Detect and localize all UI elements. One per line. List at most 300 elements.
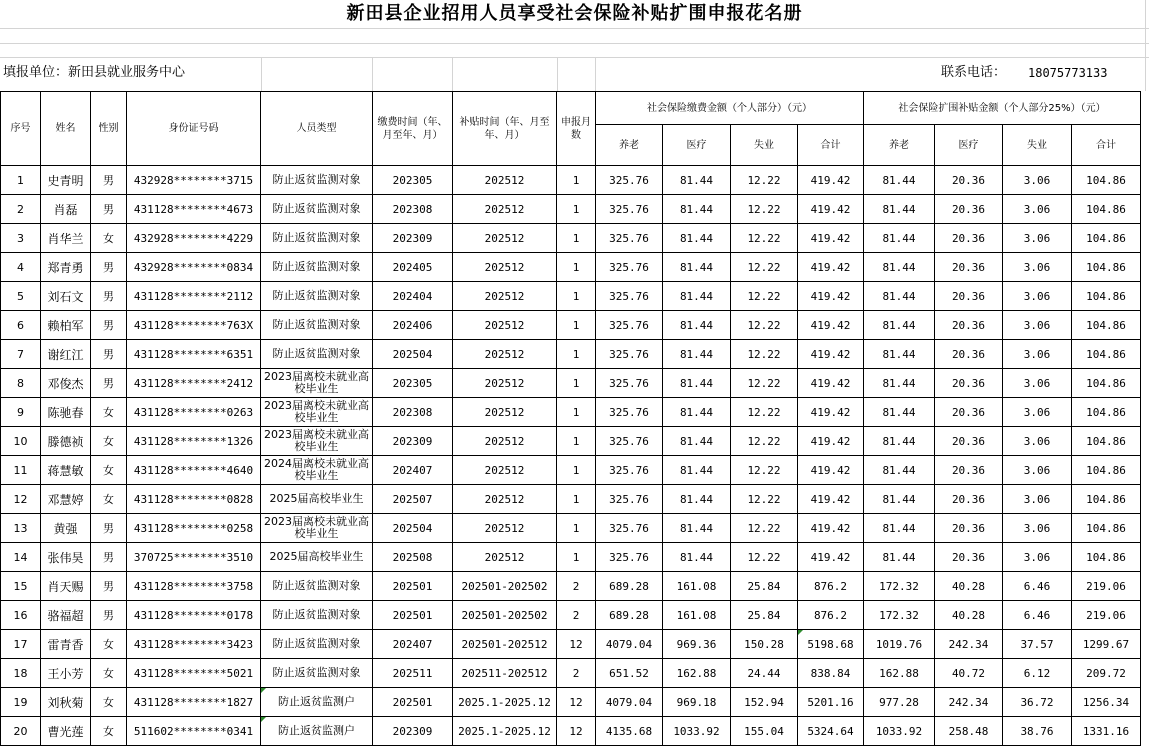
cell-gender[interactable]: 女: [91, 630, 127, 659]
cell-subsidy-unemployment[interactable]: 3.06: [1003, 253, 1072, 282]
cell-contrib-pension[interactable]: 4135.68: [596, 717, 663, 746]
cell-months[interactable]: 1: [557, 485, 596, 514]
cell-subsidy-total[interactable]: 1331.16: [1072, 717, 1141, 746]
cell-subsidy-medical[interactable]: 40.72: [935, 659, 1003, 688]
cell-contrib-pension[interactable]: 689.28: [596, 572, 663, 601]
cell-subsidy-period[interactable]: 202512: [453, 369, 557, 398]
cell-person-type[interactable]: 防止返贫监测户: [261, 717, 373, 746]
cell-months[interactable]: 1: [557, 514, 596, 543]
cell-months[interactable]: 1: [557, 427, 596, 456]
cell-person-type[interactable]: 防止返贫监测对象: [261, 630, 373, 659]
cell-subsidy-unemployment[interactable]: 3.06: [1003, 224, 1072, 253]
cell-months[interactable]: 1: [557, 340, 596, 369]
cell-payment-period[interactable]: 202407: [373, 630, 453, 659]
cell-subsidy-medical[interactable]: 20.36: [935, 195, 1003, 224]
cell-subsidy-total[interactable]: 104.86: [1072, 166, 1141, 195]
cell-contrib-pension[interactable]: 325.76: [596, 398, 663, 427]
cell-months[interactable]: 2: [557, 659, 596, 688]
cell-contrib-pension[interactable]: 325.76: [596, 311, 663, 340]
cell-name[interactable]: 邓俊杰: [41, 369, 91, 398]
cell-contrib-pension[interactable]: 325.76: [596, 224, 663, 253]
cell-name[interactable]: 滕德祯: [41, 427, 91, 456]
cell-payment-period[interactable]: 202309: [373, 224, 453, 253]
cell-subsidy-medical[interactable]: 20.36: [935, 369, 1003, 398]
cell-person-type[interactable]: 防止返贫监测对象: [261, 224, 373, 253]
cell-contrib-medical[interactable]: 161.08: [663, 572, 731, 601]
cell-subsidy-unemployment[interactable]: 3.06: [1003, 282, 1072, 311]
cell-id-number[interactable]: 431128********2412: [127, 369, 261, 398]
cell-person-type[interactable]: 2025届高校毕业生: [261, 485, 373, 514]
cell-months[interactable]: 1: [557, 166, 596, 195]
cell-id-number[interactable]: 370725********3510: [127, 543, 261, 572]
cell-payment-period[interactable]: 202407: [373, 456, 453, 485]
cell-name[interactable]: 肖华兰: [41, 224, 91, 253]
cell-subsidy-medical[interactable]: 20.36: [935, 427, 1003, 456]
cell-contrib-pension[interactable]: 325.76: [596, 427, 663, 456]
cell-contrib-unemployment[interactable]: 12.22: [731, 340, 798, 369]
cell-subsidy-medical[interactable]: 20.36: [935, 543, 1003, 572]
cell-months[interactable]: 1: [557, 456, 596, 485]
cell-payment-period[interactable]: 202511: [373, 659, 453, 688]
cell-months[interactable]: 1: [557, 224, 596, 253]
cell-gender[interactable]: 男: [91, 514, 127, 543]
cell-contrib-unemployment[interactable]: 12.22: [731, 195, 798, 224]
cell-gender[interactable]: 女: [91, 485, 127, 514]
cell-subsidy-pension[interactable]: 977.28: [864, 688, 935, 717]
cell-contrib-medical[interactable]: 81.44: [663, 456, 731, 485]
cell-payment-period[interactable]: 202501: [373, 601, 453, 630]
cell-name[interactable]: 刘秋菊: [41, 688, 91, 717]
cell-gender[interactable]: 女: [91, 688, 127, 717]
cell-contrib-pension[interactable]: 651.52: [596, 659, 663, 688]
cell-id-number[interactable]: 432928********0834: [127, 253, 261, 282]
cell-subsidy-medical[interactable]: 40.28: [935, 601, 1003, 630]
cell-id-number[interactable]: 431128********1326: [127, 427, 261, 456]
cell-person-type[interactable]: 防止返贫监测户: [261, 688, 373, 717]
cell-contrib-total[interactable]: 876.2: [798, 572, 864, 601]
cell-seq[interactable]: 6: [1, 311, 41, 340]
cell-subsidy-pension[interactable]: 81.44: [864, 340, 935, 369]
cell-subsidy-total[interactable]: 1299.67: [1072, 630, 1141, 659]
cell-subsidy-total[interactable]: 104.86: [1072, 485, 1141, 514]
cell-subsidy-pension[interactable]: 81.44: [864, 195, 935, 224]
cell-contrib-medical[interactable]: 81.44: [663, 369, 731, 398]
cell-payment-period[interactable]: 202504: [373, 340, 453, 369]
cell-subsidy-medical[interactable]: 20.36: [935, 340, 1003, 369]
cell-gender[interactable]: 男: [91, 340, 127, 369]
cell-subsidy-unemployment[interactable]: 37.57: [1003, 630, 1072, 659]
cell-contrib-unemployment[interactable]: 24.44: [731, 659, 798, 688]
cell-contrib-unemployment[interactable]: 25.84: [731, 572, 798, 601]
cell-contrib-total[interactable]: 5324.64: [798, 717, 864, 746]
cell-id-number[interactable]: 431128********5021: [127, 659, 261, 688]
cell-subsidy-pension[interactable]: 81.44: [864, 224, 935, 253]
cell-subsidy-unemployment[interactable]: 6.12: [1003, 659, 1072, 688]
cell-contrib-unemployment[interactable]: 12.22: [731, 311, 798, 340]
cell-payment-period[interactable]: 202309: [373, 717, 453, 746]
cell-months[interactable]: 12: [557, 688, 596, 717]
cell-contrib-total[interactable]: 419.42: [798, 282, 864, 311]
cell-months[interactable]: 1: [557, 398, 596, 427]
cell-seq[interactable]: 18: [1, 659, 41, 688]
cell-subsidy-period[interactable]: 202501-202502: [453, 601, 557, 630]
cell-gender[interactable]: 男: [91, 601, 127, 630]
cell-id-number[interactable]: 431128********3758: [127, 572, 261, 601]
cell-name[interactable]: 肖天赐: [41, 572, 91, 601]
cell-id-number[interactable]: 511602********0341: [127, 717, 261, 746]
cell-seq[interactable]: 20: [1, 717, 41, 746]
cell-gender[interactable]: 男: [91, 369, 127, 398]
cell-contrib-pension[interactable]: 325.76: [596, 485, 663, 514]
cell-subsidy-period[interactable]: 202512: [453, 514, 557, 543]
cell-subsidy-pension[interactable]: 172.32: [864, 601, 935, 630]
cell-person-type[interactable]: 2024届离校未就业高校毕业生: [261, 456, 373, 485]
cell-person-type[interactable]: 2023届离校未就业高校毕业生: [261, 427, 373, 456]
cell-months[interactable]: 2: [557, 601, 596, 630]
cell-name[interactable]: 史青明: [41, 166, 91, 195]
cell-id-number[interactable]: 431128********0828: [127, 485, 261, 514]
cell-contrib-pension[interactable]: 325.76: [596, 369, 663, 398]
cell-gender[interactable]: 男: [91, 543, 127, 572]
cell-contrib-pension[interactable]: 689.28: [596, 601, 663, 630]
cell-subsidy-unemployment[interactable]: 6.46: [1003, 601, 1072, 630]
cell-gender[interactable]: 男: [91, 311, 127, 340]
cell-subsidy-unemployment[interactable]: 3.06: [1003, 369, 1072, 398]
cell-subsidy-total[interactable]: 219.06: [1072, 601, 1141, 630]
cell-contrib-medical[interactable]: 1033.92: [663, 717, 731, 746]
cell-contrib-total[interactable]: 419.42: [798, 369, 864, 398]
cell-payment-period[interactable]: 202501: [373, 572, 453, 601]
cell-subsidy-total[interactable]: 209.72: [1072, 659, 1141, 688]
cell-payment-period[interactable]: 202308: [373, 195, 453, 224]
cell-subsidy-medical[interactable]: 242.34: [935, 688, 1003, 717]
cell-gender[interactable]: 女: [91, 224, 127, 253]
cell-subsidy-total[interactable]: 104.86: [1072, 253, 1141, 282]
cell-subsidy-medical[interactable]: 20.36: [935, 166, 1003, 195]
cell-contrib-medical[interactable]: 81.44: [663, 311, 731, 340]
cell-contrib-pension[interactable]: 325.76: [596, 514, 663, 543]
cell-payment-period[interactable]: 202508: [373, 543, 453, 572]
cell-subsidy-period[interactable]: 202512: [453, 398, 557, 427]
cell-payment-period[interactable]: 202404: [373, 282, 453, 311]
cell-months[interactable]: 1: [557, 369, 596, 398]
cell-subsidy-pension[interactable]: 81.44: [864, 427, 935, 456]
cell-subsidy-total[interactable]: 104.86: [1072, 514, 1141, 543]
cell-contrib-unemployment[interactable]: 12.22: [731, 514, 798, 543]
cell-contrib-medical[interactable]: 81.44: [663, 224, 731, 253]
cell-contrib-total[interactable]: 419.42: [798, 195, 864, 224]
cell-subsidy-unemployment[interactable]: 38.76: [1003, 717, 1072, 746]
cell-payment-period[interactable]: 202305: [373, 166, 453, 195]
cell-seq[interactable]: 15: [1, 572, 41, 601]
cell-person-type[interactable]: 2023届离校未就业高校毕业生: [261, 514, 373, 543]
cell-gender[interactable]: 男: [91, 166, 127, 195]
cell-id-number[interactable]: 432928********3715: [127, 166, 261, 195]
cell-contrib-unemployment[interactable]: 12.22: [731, 253, 798, 282]
cell-subsidy-pension[interactable]: 81.44: [864, 253, 935, 282]
cell-contrib-total[interactable]: 419.42: [798, 224, 864, 253]
cell-seq[interactable]: 17: [1, 630, 41, 659]
cell-name[interactable]: 刘石文: [41, 282, 91, 311]
cell-contrib-pension[interactable]: 4079.04: [596, 630, 663, 659]
cell-name[interactable]: 骆福超: [41, 601, 91, 630]
cell-contrib-pension[interactable]: 325.76: [596, 195, 663, 224]
cell-subsidy-period[interactable]: 2025.1-2025.12: [453, 717, 557, 746]
cell-subsidy-period[interactable]: 202511-202512: [453, 659, 557, 688]
cell-id-number[interactable]: 431128********0258: [127, 514, 261, 543]
cell-contrib-unemployment[interactable]: 12.22: [731, 485, 798, 514]
cell-subsidy-period[interactable]: 202512: [453, 485, 557, 514]
cell-seq[interactable]: 5: [1, 282, 41, 311]
cell-subsidy-pension[interactable]: 1019.76: [864, 630, 935, 659]
cell-person-type[interactable]: 2023届离校未就业高校毕业生: [261, 369, 373, 398]
cell-months[interactable]: 1: [557, 543, 596, 572]
cell-subsidy-pension[interactable]: 1033.92: [864, 717, 935, 746]
cell-subsidy-medical[interactable]: 20.36: [935, 224, 1003, 253]
cell-id-number[interactable]: 431128********2112: [127, 282, 261, 311]
cell-gender[interactable]: 女: [91, 398, 127, 427]
cell-subsidy-medical[interactable]: 20.36: [935, 456, 1003, 485]
cell-contrib-total[interactable]: 838.84: [798, 659, 864, 688]
cell-gender[interactable]: 女: [91, 717, 127, 746]
cell-id-number[interactable]: 431128********0178: [127, 601, 261, 630]
cell-contrib-medical[interactable]: 81.44: [663, 543, 731, 572]
cell-subsidy-period[interactable]: 202512: [453, 224, 557, 253]
cell-subsidy-unemployment[interactable]: 3.06: [1003, 311, 1072, 340]
cell-subsidy-pension[interactable]: 162.88: [864, 659, 935, 688]
cell-subsidy-medical[interactable]: 20.36: [935, 514, 1003, 543]
cell-subsidy-total[interactable]: 104.86: [1072, 282, 1141, 311]
cell-subsidy-period[interactable]: 202512: [453, 282, 557, 311]
cell-payment-period[interactable]: 202507: [373, 485, 453, 514]
cell-subsidy-total[interactable]: 219.06: [1072, 572, 1141, 601]
cell-gender[interactable]: 女: [91, 659, 127, 688]
cell-subsidy-pension[interactable]: 81.44: [864, 514, 935, 543]
cell-name[interactable]: 邓慧婷: [41, 485, 91, 514]
cell-id-number[interactable]: 432928********4229: [127, 224, 261, 253]
cell-subsidy-unemployment[interactable]: 6.46: [1003, 572, 1072, 601]
cell-subsidy-total[interactable]: 104.86: [1072, 456, 1141, 485]
cell-contrib-medical[interactable]: 81.44: [663, 485, 731, 514]
cell-contrib-unemployment[interactable]: 155.04: [731, 717, 798, 746]
cell-contrib-medical[interactable]: 81.44: [663, 253, 731, 282]
cell-seq[interactable]: 10: [1, 427, 41, 456]
cell-months[interactable]: 12: [557, 630, 596, 659]
cell-subsidy-medical[interactable]: 20.36: [935, 485, 1003, 514]
cell-name[interactable]: 曹光莲: [41, 717, 91, 746]
cell-subsidy-unemployment[interactable]: 3.06: [1003, 514, 1072, 543]
cell-payment-period[interactable]: 202309: [373, 427, 453, 456]
cell-id-number[interactable]: 431128********763X: [127, 311, 261, 340]
cell-subsidy-pension[interactable]: 81.44: [864, 456, 935, 485]
cell-contrib-unemployment[interactable]: 12.22: [731, 224, 798, 253]
cell-name[interactable]: 张伟昊: [41, 543, 91, 572]
cell-subsidy-unemployment[interactable]: 3.06: [1003, 427, 1072, 456]
cell-contrib-pension[interactable]: 325.76: [596, 456, 663, 485]
cell-subsidy-unemployment[interactable]: 3.06: [1003, 340, 1072, 369]
cell-contrib-pension[interactable]: 325.76: [596, 282, 663, 311]
cell-months[interactable]: 1: [557, 311, 596, 340]
cell-subsidy-period[interactable]: 202501-202512: [453, 630, 557, 659]
cell-contrib-pension[interactable]: 325.76: [596, 166, 663, 195]
cell-seq[interactable]: 11: [1, 456, 41, 485]
cell-subsidy-total[interactable]: 104.86: [1072, 224, 1141, 253]
cell-contrib-pension[interactable]: 325.76: [596, 543, 663, 572]
cell-name[interactable]: 肖磊: [41, 195, 91, 224]
cell-contrib-pension[interactable]: 4079.04: [596, 688, 663, 717]
cell-subsidy-unemployment[interactable]: 3.06: [1003, 195, 1072, 224]
cell-id-number[interactable]: 431128********6351: [127, 340, 261, 369]
cell-person-type[interactable]: 2023届离校未就业高校毕业生: [261, 398, 373, 427]
cell-payment-period[interactable]: 202501: [373, 688, 453, 717]
cell-subsidy-total[interactable]: 104.86: [1072, 543, 1141, 572]
cell-id-number[interactable]: 431128********0263: [127, 398, 261, 427]
cell-person-type[interactable]: 防止返贫监测对象: [261, 601, 373, 630]
cell-contrib-medical[interactable]: 81.44: [663, 195, 731, 224]
cell-seq[interactable]: 4: [1, 253, 41, 282]
cell-subsidy-period[interactable]: 202512: [453, 456, 557, 485]
cell-contrib-total[interactable]: 419.42: [798, 514, 864, 543]
cell-seq[interactable]: 19: [1, 688, 41, 717]
cell-subsidy-period[interactable]: 202512: [453, 195, 557, 224]
cell-subsidy-period[interactable]: 202512: [453, 340, 557, 369]
cell-contrib-pension[interactable]: 325.76: [596, 253, 663, 282]
cell-seq[interactable]: 3: [1, 224, 41, 253]
cell-subsidy-total[interactable]: 104.86: [1072, 427, 1141, 456]
cell-contrib-total[interactable]: 419.42: [798, 253, 864, 282]
cell-payment-period[interactable]: 202406: [373, 311, 453, 340]
cell-id-number[interactable]: 431128********4673: [127, 195, 261, 224]
cell-payment-period[interactable]: 202504: [373, 514, 453, 543]
cell-gender[interactable]: 男: [91, 195, 127, 224]
cell-payment-period[interactable]: 202308: [373, 398, 453, 427]
cell-contrib-unemployment[interactable]: 150.28: [731, 630, 798, 659]
cell-contrib-unemployment[interactable]: 12.22: [731, 369, 798, 398]
cell-subsidy-pension[interactable]: 81.44: [864, 543, 935, 572]
cell-subsidy-unemployment[interactable]: 3.06: [1003, 485, 1072, 514]
cell-person-type[interactable]: 防止返贫监测对象: [261, 282, 373, 311]
cell-months[interactable]: 2: [557, 572, 596, 601]
cell-subsidy-period[interactable]: 202512: [453, 311, 557, 340]
cell-subsidy-pension[interactable]: 81.44: [864, 282, 935, 311]
cell-seq[interactable]: 14: [1, 543, 41, 572]
cell-subsidy-medical[interactable]: 258.48: [935, 717, 1003, 746]
cell-id-number[interactable]: 431128********1827: [127, 688, 261, 717]
cell-contrib-total[interactable]: 419.42: [798, 340, 864, 369]
cell-months[interactable]: 1: [557, 253, 596, 282]
cell-contrib-total[interactable]: 419.42: [798, 398, 864, 427]
cell-subsidy-medical[interactable]: 20.36: [935, 311, 1003, 340]
cell-subsidy-total[interactable]: 104.86: [1072, 369, 1141, 398]
cell-id-number[interactable]: 431128********4640: [127, 456, 261, 485]
cell-name[interactable]: 蒋慧敏: [41, 456, 91, 485]
cell-contrib-medical[interactable]: 81.44: [663, 340, 731, 369]
cell-subsidy-medical[interactable]: 20.36: [935, 282, 1003, 311]
cell-subsidy-total[interactable]: 104.86: [1072, 311, 1141, 340]
cell-subsidy-unemployment[interactable]: 3.06: [1003, 166, 1072, 195]
cell-seq[interactable]: 1: [1, 166, 41, 195]
cell-subsidy-pension[interactable]: 81.44: [864, 369, 935, 398]
cell-subsidy-medical[interactable]: 40.28: [935, 572, 1003, 601]
cell-person-type[interactable]: 防止返贫监测对象: [261, 572, 373, 601]
cell-subsidy-period[interactable]: 202501-202502: [453, 572, 557, 601]
cell-id-number[interactable]: 431128********3423: [127, 630, 261, 659]
cell-contrib-unemployment[interactable]: 12.22: [731, 456, 798, 485]
cell-contrib-total[interactable]: 876.2: [798, 601, 864, 630]
cell-contrib-medical[interactable]: 162.88: [663, 659, 731, 688]
cell-subsidy-medical[interactable]: 242.34: [935, 630, 1003, 659]
cell-subsidy-pension[interactable]: 81.44: [864, 485, 935, 514]
cell-subsidy-pension[interactable]: 81.44: [864, 398, 935, 427]
cell-subsidy-period[interactable]: 202512: [453, 543, 557, 572]
cell-subsidy-total[interactable]: 104.86: [1072, 398, 1141, 427]
cell-payment-period[interactable]: 202305: [373, 369, 453, 398]
cell-contrib-medical[interactable]: 81.44: [663, 427, 731, 456]
cell-contrib-unemployment[interactable]: 152.94: [731, 688, 798, 717]
cell-subsidy-total[interactable]: 104.86: [1072, 195, 1141, 224]
cell-contrib-unemployment[interactable]: 12.22: [731, 398, 798, 427]
cell-months[interactable]: 1: [557, 282, 596, 311]
cell-person-type[interactable]: 防止返贫监测对象: [261, 311, 373, 340]
cell-months[interactable]: 12: [557, 717, 596, 746]
cell-subsidy-unemployment[interactable]: 3.06: [1003, 398, 1072, 427]
cell-subsidy-period[interactable]: 202512: [453, 166, 557, 195]
cell-months[interactable]: 1: [557, 195, 596, 224]
cell-contrib-total[interactable]: 419.42: [798, 485, 864, 514]
cell-contrib-medical[interactable]: 81.44: [663, 282, 731, 311]
cell-gender[interactable]: 男: [91, 253, 127, 282]
cell-subsidy-pension[interactable]: 81.44: [864, 311, 935, 340]
cell-subsidy-pension[interactable]: 81.44: [864, 166, 935, 195]
cell-contrib-medical[interactable]: 969.18: [663, 688, 731, 717]
cell-subsidy-period[interactable]: 2025.1-2025.12: [453, 688, 557, 717]
cell-name[interactable]: 王小芳: [41, 659, 91, 688]
cell-subsidy-medical[interactable]: 20.36: [935, 398, 1003, 427]
cell-name[interactable]: 雷青香: [41, 630, 91, 659]
cell-subsidy-period[interactable]: 202512: [453, 253, 557, 282]
cell-name[interactable]: 黄强: [41, 514, 91, 543]
cell-contrib-unemployment[interactable]: 12.22: [731, 427, 798, 456]
cell-person-type[interactable]: 防止返贫监测对象: [261, 340, 373, 369]
cell-subsidy-unemployment[interactable]: 3.06: [1003, 543, 1072, 572]
cell-subsidy-unemployment[interactable]: 3.06: [1003, 456, 1072, 485]
cell-seq[interactable]: 12: [1, 485, 41, 514]
cell-contrib-total[interactable]: 419.42: [798, 456, 864, 485]
cell-gender[interactable]: 女: [91, 427, 127, 456]
cell-contrib-medical[interactable]: 81.44: [663, 166, 731, 195]
cell-payment-period[interactable]: 202405: [373, 253, 453, 282]
cell-subsidy-total[interactable]: 1256.34: [1072, 688, 1141, 717]
cell-seq[interactable]: 7: [1, 340, 41, 369]
cell-subsidy-total[interactable]: 104.86: [1072, 340, 1141, 369]
cell-contrib-total[interactable]: 419.42: [798, 543, 864, 572]
cell-gender[interactable]: 男: [91, 282, 127, 311]
cell-contrib-pension[interactable]: 325.76: [596, 340, 663, 369]
cell-seq[interactable]: 13: [1, 514, 41, 543]
cell-name[interactable]: 郑青勇: [41, 253, 91, 282]
cell-contrib-total[interactable]: 419.42: [798, 166, 864, 195]
cell-person-type[interactable]: 防止返贫监测对象: [261, 253, 373, 282]
cell-seq[interactable]: 9: [1, 398, 41, 427]
cell-contrib-medical[interactable]: 81.44: [663, 514, 731, 543]
cell-contrib-medical[interactable]: 81.44: [663, 398, 731, 427]
cell-contrib-total[interactable]: 419.42: [798, 311, 864, 340]
cell-contrib-unemployment[interactable]: 12.22: [731, 543, 798, 572]
cell-subsidy-pension[interactable]: 172.32: [864, 572, 935, 601]
cell-gender[interactable]: 女: [91, 456, 127, 485]
cell-contrib-unemployment[interactable]: 12.22: [731, 166, 798, 195]
cell-name[interactable]: 谢红江: [41, 340, 91, 369]
